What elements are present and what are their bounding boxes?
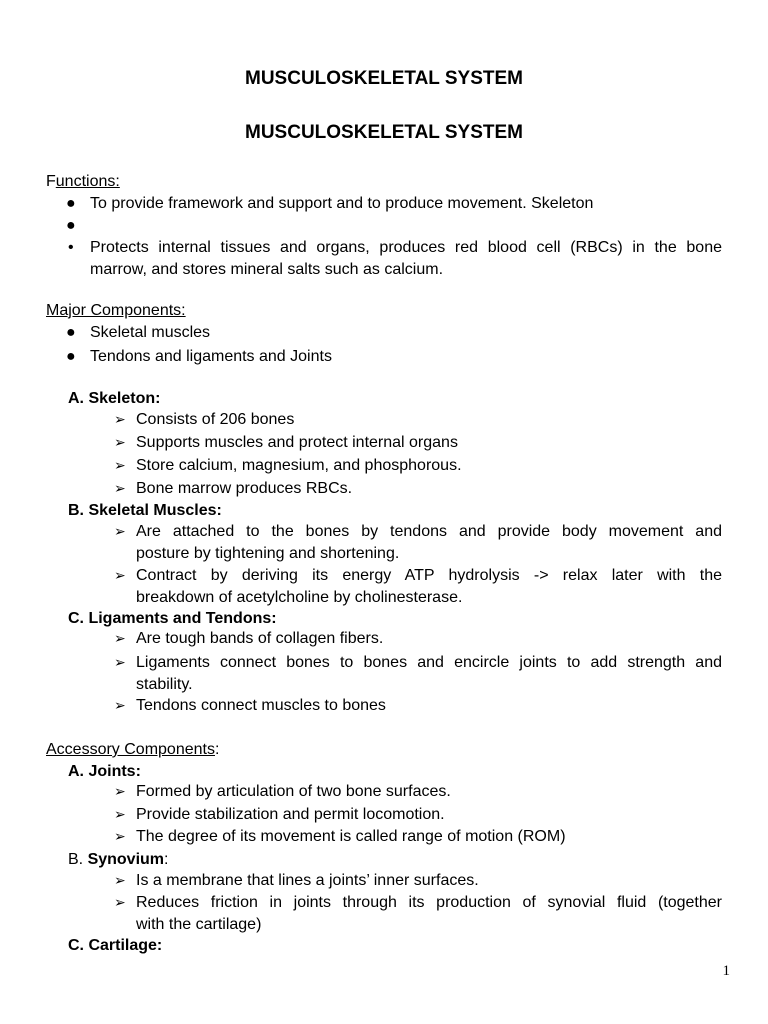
arrow-bullet-icon: ➢ (114, 698, 126, 714)
arrow-bullet-icon: ➢ (114, 631, 126, 647)
bullet-icon: ● (66, 195, 76, 212)
arrow-bullet-icon: ➢ (114, 412, 126, 428)
arrow-bullet-icon: ➢ (114, 524, 126, 540)
synovium-heading (68, 849, 168, 871)
accessory-components-heading-text: Accessory Components (46, 741, 215, 758)
major-components-heading: Major Components: (46, 302, 186, 319)
ligaments-tendons-heading: C. Ligaments and Tendons: (68, 610, 277, 627)
cartilage-heading: C. Cartilage: (68, 937, 163, 954)
accessory-components-heading (46, 739, 219, 761)
functions-heading-rest: unctions: (55, 173, 120, 190)
list-item-text: Store calcium, magnesium, and phosphorous. (136, 457, 462, 474)
arrow-bullet-icon: ➢ (114, 873, 126, 889)
list-item-text: Bone marrow produces RBCs. (136, 480, 353, 497)
list-item-text: Skeletal muscles (90, 324, 211, 341)
accessory-components-heading-colon: : (214, 741, 220, 758)
list-item-text: Contract by deriving its energy ATP hydrolysis -> relax later with the (136, 567, 722, 584)
list-item-text: Reduces friction in joints through its production of synovial fluid (together (136, 894, 722, 911)
functions-heading (46, 171, 120, 193)
arrow-bullet-icon: ➢ (114, 481, 126, 497)
page-number: 1 (722, 963, 730, 979)
list-item-text: posture by tightening and shortening. (136, 545, 400, 562)
synovium-heading-prefix: B. (68, 851, 88, 868)
list-item-text: Are tough bands of collagen fibers. (136, 630, 384, 647)
bullet-icon: ● (66, 217, 76, 234)
list-item-text: marrow, and stores mineral salts such as calcium. (90, 261, 444, 278)
arrow-bullet-icon: ➢ (114, 784, 126, 800)
skeleton-heading: A. Skeleton: (68, 390, 161, 407)
list-item-text: stability. (136, 676, 193, 693)
arrow-bullet-icon: ➢ (114, 655, 126, 671)
list-item-text: To provide framework and support and to produce movement. Skeleton (90, 195, 594, 212)
list-item-text: Consists of 206 bones (136, 411, 295, 428)
arrow-bullet-icon: ➢ (114, 829, 126, 845)
skeletal-muscles-heading: B. Skeletal Muscles: (68, 502, 222, 519)
document-subtitle: MUSCULOSKELETAL SYSTEM (245, 122, 523, 143)
synovium-heading-suffix: : (164, 851, 169, 868)
list-item-text: Provide stabilization and permit locomotion. (136, 806, 445, 823)
list-item-text: Are attached to the bones by tendons and provide body movement and (136, 523, 722, 540)
arrow-bullet-icon: ➢ (114, 458, 126, 474)
bullet-icon: • (68, 239, 74, 256)
list-item-text: Tendons and ligaments and Joints (90, 348, 332, 365)
joints-heading: A. Joints: (68, 763, 141, 780)
synovium-heading-bold: Synovium (87, 851, 165, 868)
functions-heading-first-letter: F (46, 173, 56, 190)
arrow-bullet-icon: ➢ (114, 807, 126, 823)
list-item-text: Tendons connect muscles to bones (136, 697, 386, 714)
bullet-icon: ● (66, 324, 76, 341)
document-title: MUSCULOSKELETAL SYSTEM (245, 68, 523, 89)
arrow-bullet-icon: ➢ (114, 568, 126, 584)
arrow-bullet-icon: ➢ (114, 895, 126, 911)
list-item-text: Supports muscles and protect internal organs (136, 434, 458, 451)
list-item-text: Is a membrane that lines a joints’ inner surfaces. (136, 872, 479, 889)
list-item-text: The degree of its movement is called range of motion (ROM) (136, 828, 566, 845)
list-item-text: Protects internal tissues and organs, produces red blood cell (RBCs) in the bone (90, 239, 722, 256)
arrow-bullet-icon: ➢ (114, 435, 126, 451)
list-item-text: Formed by articulation of two bone surfaces. (136, 783, 451, 800)
list-item-text: breakdown of acetylcholine by cholinesterase. (136, 589, 463, 606)
list-item-text: Ligaments connect bones to bones and encircle joints to add strength and (136, 654, 722, 671)
bullet-icon: ● (66, 348, 76, 365)
list-item-text: with the cartilage) (136, 916, 262, 933)
